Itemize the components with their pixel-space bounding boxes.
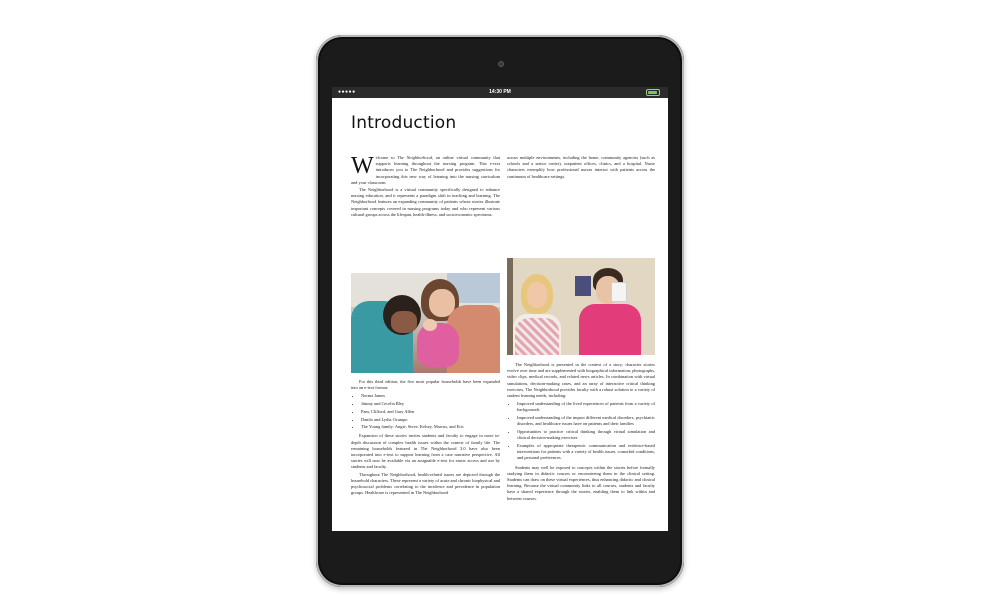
drop-cap: W <box>351 153 374 179</box>
intro-paragraph: Welcome to The Neighborhood, an online virtual community that supports learning throughout the nursing program. This e-text introduces you to The Neighborhood and provides suggestions for incorporating this new way of learning into the nursing curriculum and your classroom. <box>351 153 500 185</box>
paragraph: For this third edition, the five most popular households have been expanded into an e-text format: <box>351 379 500 391</box>
nurse-with-baby-photo <box>351 273 500 373</box>
list-item: • Danilo and Lydia Ocampo <box>361 417 500 423</box>
tablet-screen <box>332 87 668 531</box>
list-item: • Pam, Clifford, and Gary Allen <box>361 409 500 415</box>
paragraph: across multiple environments, including the home, community agencies (such as schools and a senior center), outpatient offices, clinics, and a hospital. Nurse characters exemplify how professional nurses interact with patients across the continuum of healthcare settings. <box>507 155 655 179</box>
status-bar <box>332 87 668 98</box>
list-item: • Norma James <box>361 393 500 399</box>
right-column-lower-text <box>507 362 655 503</box>
list-item: • Opportunities to practice critical thinking through virtual simulation and clinical decision-making exercises <box>517 429 655 441</box>
paragraph: Throughout The Neighborhood, health-related issues are depicted through the household characters. These represent a variety of acute and chronic biophysical and psychosocial problems correlating to the incidence and prevalence in population groups. Healthcare is represented in The Neighborhood <box>351 471 500 496</box>
tablet-device <box>316 35 684 587</box>
page-title: Introduction <box>351 113 457 133</box>
list-item: • Jimmy and Cecelia Bley <box>361 401 500 407</box>
right-column-text <box>507 155 655 181</box>
signal-strength-icon: ●●●●● <box>338 89 356 95</box>
paragraph: The Neighborhood is presented in the context of a story; character stories evolve over time and are supplemented with biographical information, photographs, video clips, medical records, and related news articles. In combination with virtual simulations, decision-making cases, and an array of interactive critical thinking exercises, The Neighborhood provides faculty with a robust solution to a variety of student learning needs, including: <box>507 362 655 399</box>
left-column-lower-text <box>351 379 500 497</box>
households-list <box>351 393 500 430</box>
left-column-text <box>351 155 500 219</box>
paragraph: Expansion of these stories invites students and faculty to engage in more in-depth discussion of complex health issues within the context of family life. The remaining households featured in The Neighborhood 3.0 have also been incorporated into e-text to support learning from a case narrative perspective. All stories will now be available via an assignable e-text for easier access and use by students and faculty. <box>351 433 500 470</box>
paragraph: The Neighborhood is a virtual community specifically designed to enhance nursing education, and it represents a paradigm shift in teaching and learning. The Neighborhood features an expanding community of patients whose stories illustrate important concepts covered in nursing programs today and who represent various cultural groups across the lifespan, health-illness, and socioeconomic spectrums. <box>351 187 500 217</box>
list-item: • Improved understanding of the impact different medical disorders, psychiatric disorders, and healthcare issues have on patients and their families <box>517 415 655 427</box>
nurse-with-patient-photo <box>507 258 655 355</box>
paragraph: Students may well be exposed to concepts within the stories before formally studying them in didactic courses or encountering them in the clinical setting. Students can draw on these virtual experiences, thus enhancing didactic and clinical learning. Because the virtual community links to all courses, students and faculty have a shared experience through the stories, enabling them to link within and between courses. <box>507 464 655 501</box>
battery-icon <box>646 89 660 96</box>
ebook-page[interactable] <box>332 98 668 531</box>
list-item: • Examples of appropriate therapeutic communication and evidence-based interventions for patients with a variety of health issues, comorbid conditions, and personal preferences. <box>517 443 655 462</box>
front-camera <box>498 61 504 67</box>
learning-needs-list <box>507 401 655 461</box>
list-item: • The Young family: Angie, Steve, Kelsey, Marcus, and Eric <box>361 424 500 430</box>
status-time: 14:30 PM <box>489 89 511 95</box>
list-item: • Improved understanding of the lived experiences of patients from a variety of backgrounds <box>517 401 655 413</box>
